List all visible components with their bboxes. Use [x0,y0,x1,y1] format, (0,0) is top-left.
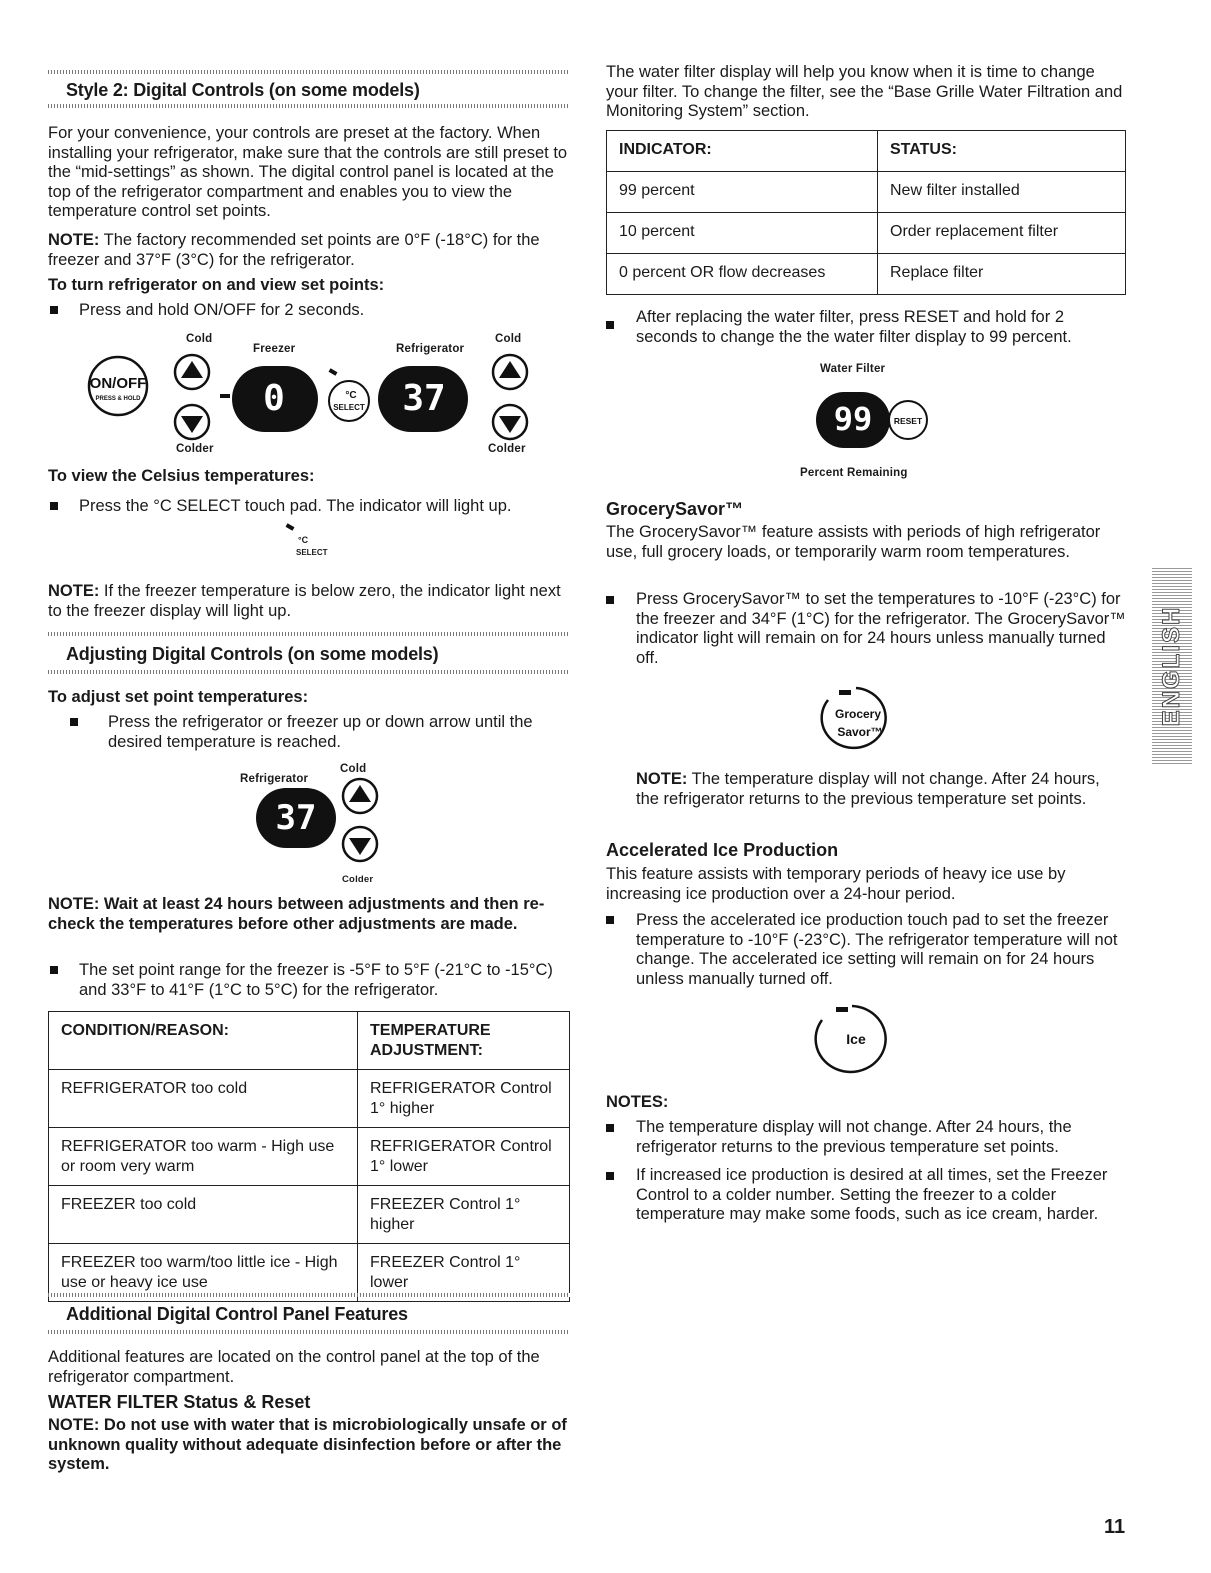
style2-intro: For your convenience, your controls are preset at the factory. When installing your refrigerator, make sure that the controls are still preset to the “mid-settings” as shown. The digital control panel is located at the top of the refrigerator compartment and enables you to view the temperature control set points. [48,124,568,220]
section-rule [48,1330,570,1334]
table-header: TEMPERATURE ADJUSTMENT: [358,1012,570,1070]
note-text: The temperature display will not change. After 24 hours, the refrigerator returns to the previous temperature set points. [636,770,1100,808]
table-cell: 99 percent [607,172,878,213]
colder-label: Colder [176,443,214,455]
onoff-button[interactable] [86,354,150,418]
table-cell: FREEZER Control 1° higher [358,1186,570,1244]
turn-on-heading: To turn refrigerator on and view set points: [48,276,385,294]
freezer-up-arrow-icon[interactable] [172,352,212,392]
bullet [606,1124,614,1132]
table-row [49,1186,570,1244]
deg-c-label: °C [345,390,357,401]
notes-item: If increased ice production is desired at all times, set the Freezer Control to a colder number. Setting the freezer to a colder temperature may make some foods, such as ice cream, harder. [636,1166,1108,1223]
bullet [50,502,58,510]
bullet [70,718,78,726]
table-row [607,213,1126,254]
refrigerator-display [378,366,468,432]
water-filter-intro: The water filter display will help you know when it is time to change your filter. To change the filter, see the “Base Grille Water Filtration and Monitoring System” section. [606,63,1123,120]
refrigerator-down-arrow-icon[interactable] [490,402,530,442]
table-row [49,1070,570,1128]
range-bullet: The set point range for the freezer is -5°F to 5°F (-21°C to -15°C) and 33°F to 41°F (1°C to 5°C) for the refrigerator. [79,961,553,999]
indicator-table [606,130,1126,295]
reset-label: RESET [893,416,923,426]
indicator-light-icon [329,368,338,375]
table-cell: FREEZER Control 1° lower [358,1244,570,1302]
cold-label: Cold [340,763,367,775]
bullet [606,596,614,604]
onoff-label: ON/OFF [89,375,147,392]
bullet [606,1172,614,1180]
onoff-button-graphic [86,354,150,418]
select-label: SELECT [333,403,365,412]
reset-bullet: After replacing the water filter, press RESET and hold for 2 seconds to change the the water filter display to 99 percent. [636,308,1072,346]
section-rule [48,632,570,636]
water-filter-label: Water Filter [820,363,886,375]
refrigerator-label: Refrigerator [240,773,309,785]
table-cell: REFRIGERATOR Control 1° lower [358,1128,570,1186]
water-safety-note: NOTE: Do not use with water that is microbiologically unsafe or of unknown quality without adequate disinfection before or after the system. [48,1416,567,1473]
control-panel-illustration [48,330,570,460]
grocery-label: Grocery [834,707,882,721]
table-header: STATUS: [878,131,1126,172]
ice-title: Accelerated Ice Production [606,840,839,860]
section-rule [48,70,570,74]
filter-display-value: 99 [833,400,873,438]
table-row [607,172,1126,213]
grocerysavor-note [636,770,1126,809]
table-cell: Replace filter [878,254,1126,295]
table-cell: 0 percent OR flow decreases [607,254,878,295]
adjustment-table [48,1011,570,1302]
table-cell: REFRIGERATOR Control 1° higher [358,1070,570,1128]
freezer-label: Freezer [253,343,296,355]
note-text: If the freezer temperature is below zero, the indicator light next to the freezer display will light up. [48,582,561,620]
ice-text: This feature assists with temporary periods of heavy ice use by increasing ice production over a 24-hour period. [606,865,1066,903]
refrigerator-display-value: 37 [275,798,317,838]
down-arrow-icon[interactable] [340,824,380,864]
bullet [50,966,58,974]
additional-title: Additional Digital Control Panel Features [66,1304,408,1324]
below-zero-indicator-icon [220,394,230,398]
bullet [606,916,614,924]
bullet [606,321,614,329]
note-factory [48,231,568,270]
celsius-bullet: Press the °C SELECT touch pad. The indicator will light up. [79,497,512,515]
colder-label: Colder [488,443,526,455]
table-header: CONDITION/REASON: [49,1012,358,1070]
additional-text: Additional features are located on the control panel at the top of the refrigerator compartment. [48,1348,540,1386]
ice-button-graphic [810,1000,900,1080]
note-label: NOTE: [48,582,100,600]
style2-title: Style 2: Digital Controls (on some models) [66,80,420,100]
grocerysavor-title: GrocerySavor™ [606,499,744,519]
language-edge-tab-label: ENGLISH [1158,605,1185,727]
ice-label: Ice [846,1031,866,1047]
percent-remaining-label: Percent Remaining [800,467,908,479]
notes-heading: NOTES: [606,1093,669,1111]
table-cell: FREEZER too warm/too little ice - High use or heavy ice use [49,1244,358,1302]
celsius-heading: To view the Celsius temperatures: [48,467,315,485]
celsius-select-button[interactable] [324,370,374,430]
table-cell: FREEZER too cold [49,1186,358,1244]
section-rule [48,104,570,108]
note-below-zero [48,582,570,621]
savor-label: Savor™ [837,725,883,739]
refrigerator-display [256,788,336,848]
note-label: NOTE: [636,770,688,788]
celsius-select-graphic [324,376,374,426]
freezer-down-arrow-icon[interactable] [172,402,212,442]
celsius-select-small-icon [286,521,326,561]
grocerysavor-text: The GrocerySavor™ feature assists with periods of high refrigerator use, full grocery loads, or temporarily warm room temperatures. [606,523,1101,561]
table-header-row [607,131,1126,172]
cold-label: Cold [186,333,213,345]
table-cell: Order replacement filter [878,213,1126,254]
note-wait-24-hours: NOTE: Wait at least 24 hours between adjustments and then re-check the temperatures before other adjustments are made. [48,895,545,933]
grocerysavor-button-graphic [816,684,896,754]
table-row [49,1128,570,1186]
press-hold-label: PRESS & HOLD [95,396,141,402]
language-edge-tab [1152,568,1192,764]
adjust-panel-illustration [228,760,408,885]
freezer-display-value: 0 [263,378,285,419]
adjust-bullet: Press the refrigerator or freezer up or down arrow until the desired temperature is reached. [108,713,533,751]
water-filter-heading: WATER FILTER Status & Reset [48,1392,311,1412]
table-cell: 10 percent [607,213,878,254]
deg-c-label: °C [298,535,309,545]
colder-label: Colder [342,874,374,885]
grocerysavor-bullet: Press GrocerySavor™ to set the temperatures to -10°F (-23°C) for the freezer and 34°F (1°C) for the refrigerator. The GrocerySavor™ indicator light will remain on for 24 hours unless manually turned off. [636,590,1126,667]
up-arrow-icon[interactable] [340,776,380,816]
refrigerator-up-arrow-icon[interactable] [490,352,530,392]
reset-button[interactable] [886,398,932,444]
table-cell: REFRIGERATOR too cold [49,1070,358,1128]
note-label: NOTE: [48,231,100,249]
adjust-heading: To adjust set point temperatures: [48,688,309,706]
table-header-row [49,1012,570,1070]
section-rule [48,670,570,674]
table-row [607,254,1126,295]
refrigerator-display-value: 37 [402,378,446,419]
refrigerator-label: Refrigerator [396,343,465,355]
ice-bullet: Press the accelerated ice production touch pad to set the freezer temperature to -10°F (-23°C). The refrigerator temperature will not change. The accelerated ice setting will remain on for 24 hours unless manually turned off. [636,911,1118,988]
indicator-light-icon [286,523,295,530]
table-header: INDICATOR: [607,131,878,172]
section-rule [48,1293,570,1297]
table-cell: REFRIGERATOR too warm - High use or room very warm [49,1128,358,1186]
filter-display [816,392,890,448]
turn-on-bullet: Press and hold ON/OFF for 2 seconds. [79,301,365,319]
select-label: SELECT [296,548,328,557]
grocerysavor-button[interactable] [816,684,896,754]
water-filter-illustration [796,360,956,480]
notes-item: The temperature display will not change. After 24 hours, the refrigerator returns to the previous temperature set points. [636,1118,1072,1156]
bullet [50,306,58,314]
cold-label: Cold [495,333,522,345]
table-cell: New filter installed [878,172,1126,213]
freezer-display [232,366,318,432]
page-number: 11 [1104,1516,1126,1538]
adjust-title: Adjusting Digital Controls (on some models) [66,644,439,664]
note-text: The factory recommended set points are 0°F (-18°C) for the freezer and 37°F (3°C) for the refrigerator. [48,231,540,269]
ice-button[interactable] [810,1000,900,1080]
